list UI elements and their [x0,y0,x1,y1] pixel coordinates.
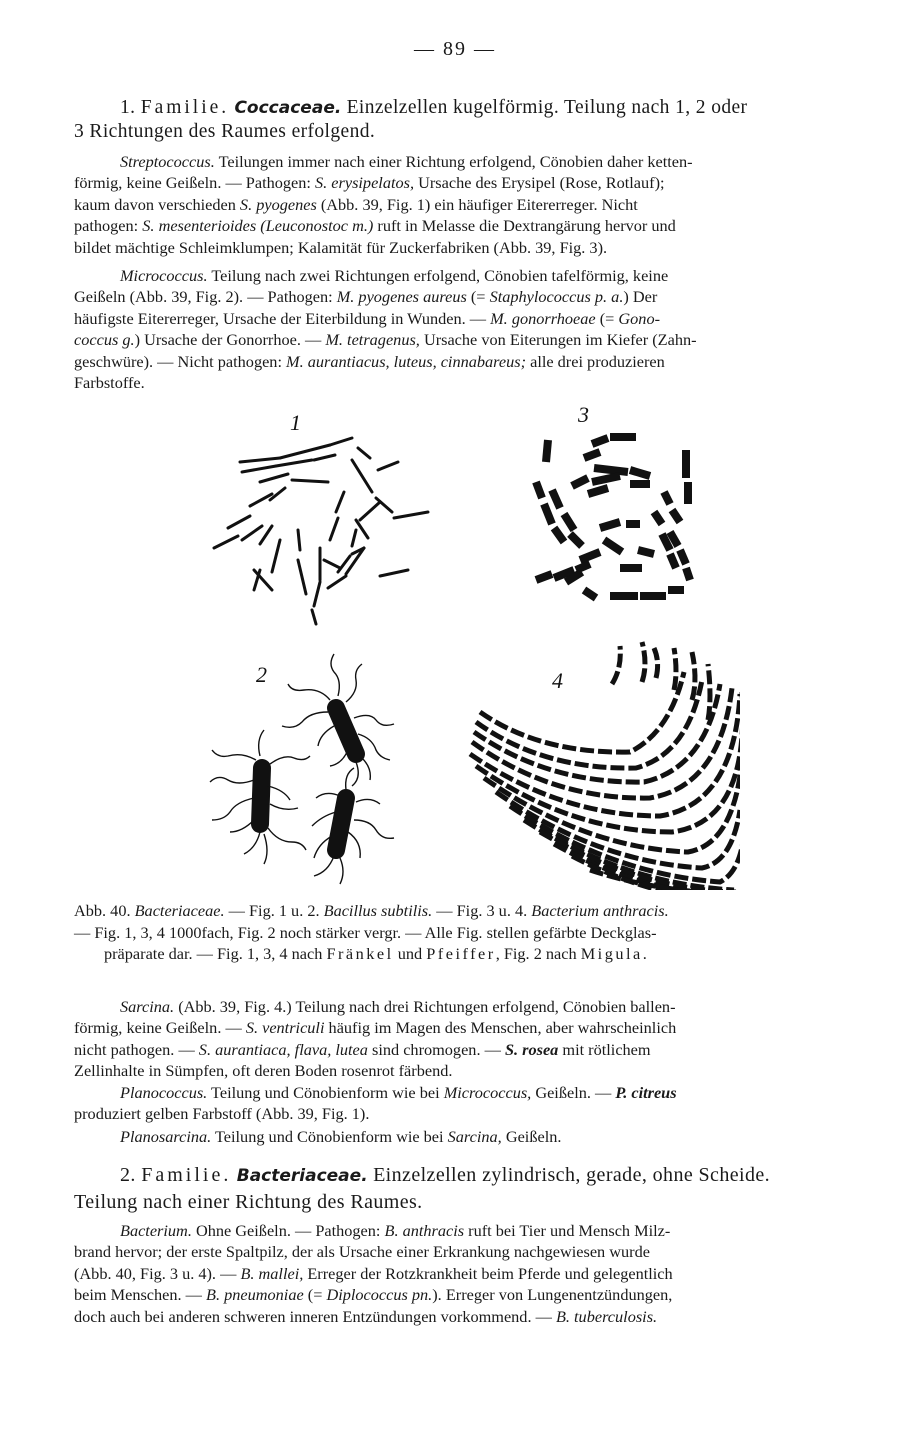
fig-label-4: 4 [552,668,563,693]
text-line: kaum davon verschieden [74,194,240,214]
text-line: (Abb. 39, Fig. 1) ein häufiger Eitererreger. Nicht [316,194,638,214]
paragraph-streptococcus [74,151,852,258]
paragraph-micrococcus [74,265,852,393]
genus-streptococcus: Streptococcus. [120,152,215,171]
section-1-heading [74,96,852,144]
text-line: (= [303,1285,327,1305]
text-line: und [393,944,427,963]
paragraph-planosarcina [74,1126,852,1147]
section-1-family: Coccaceae. [234,98,342,118]
page-number: — 89 — [414,38,496,60]
fig-label-1: 1 [290,410,301,435]
section-2-heading [74,1162,852,1215]
text-line: — Fig. 1 u. 2. [224,901,324,920]
text-line: (= [466,287,490,307]
section-1-line2: 3 Richtungen des Raumes erfolgend. [74,121,376,142]
text-line: mit rötlichem [558,1039,651,1059]
text-line: Teilung und Cönobienform wie bei [211,1127,448,1146]
text-line: Teilungen immer nach einer Richtung erfolgend, Cönobien daher ketten- [214,152,693,171]
text-line: Geißeln. [501,1127,562,1146]
species-name: Bacterium anthracis. [531,901,669,920]
species-name: Gono- [618,308,661,328]
text-line: geschwüre). — Nicht pathogen: [74,351,287,371]
paragraph-sarcina [74,996,852,1082]
fig1-bacillus-chains [214,438,428,624]
species-name: coccus g. [74,330,135,350]
text-line: brand hervor; der erste Spaltpilz, der als Ursache einer Erkrankung nachgewiesen wurde [74,1242,650,1262]
species-name: S. erysipelatos, [315,173,415,193]
section-1-number: 1. [120,97,136,118]
text-line: (Abb. 40, Fig. 3 u. 4). — [74,1263,241,1283]
text-line: häufigste Eitererreger, Ursache der Eiterbildung in Wunden. — [74,308,491,328]
text-line: alle drei produzieren [526,351,665,371]
text-line: ) Der [623,287,658,307]
figure-abb-40 [180,400,740,890]
text-line: Geißeln (Abb. 39, Fig. 2). — Pathogen: [74,287,337,307]
species-name: P. citreus [615,1083,677,1102]
author-name: Fränkel [326,944,394,963]
text-line: Zellinhalte in Sümpfen, oft deren Boden rosenrot färbend. [74,1061,453,1081]
section-1-label: Familie. [140,97,230,118]
text-line: ) Ursache der Gonorrhoe. — [134,330,326,350]
figure-illustration [180,400,740,890]
species-name: S. rosea [504,1039,559,1059]
text-line: Teilung und Cönobienform wie bei [207,1083,444,1102]
species-name: Diplococcus pn. [326,1285,433,1305]
family-name: Bacteriaceae. [134,901,225,920]
species-name: B. anthracis [384,1221,465,1240]
text-line: Erreger der Rotzkrankheit beim Pferde und gelegentlich [303,1263,673,1283]
species-name: M. gonorrhoeae [490,308,596,328]
text-line: Ursache des Erysipel (Rose, Rotlauf); [414,173,665,193]
figure-caption [74,900,852,965]
text-line: förmig, keine Geißeln. — [74,1018,246,1038]
species-name: Sarcina, [447,1127,502,1146]
text-line: Ohne Geißeln. — Pathogen: [191,1221,385,1240]
text-line: Teilung nach zwei Richtungen erfolgend, Cönobien tafelförmig, keine [207,266,669,285]
genus-bacterium: Bacterium. [120,1221,192,1240]
fig-label-2: 2 [256,662,267,687]
text-line: doch auch bei anderen schweren inneren Entzündungen vorkommend. — [74,1306,556,1326]
author-name: Pfeiffer [426,944,496,963]
text-line: . [642,944,647,963]
text-line: nicht pathogen. — [74,1039,199,1059]
species-name: Micrococcus, [443,1083,532,1102]
fig2-flagellated-bacilli [210,654,394,884]
paragraph-bacterium [74,1220,852,1327]
genus-planosarcina: Planosarcina. [120,1127,212,1146]
fig4-anthrax-chains [470,642,740,890]
paragraph-planococcus [74,1082,852,1125]
genus-micrococcus: Micrococcus. [120,266,208,285]
section-2-line2: Teilung nach einer Richtung des Raumes. [74,1191,423,1213]
species-name: M. aurantiacus, luteus, cinnabareus; [286,351,527,371]
author-name: Migula [580,944,643,963]
species-name: S. ventriculi [245,1018,325,1038]
section-2-label: Familie. [141,1164,232,1186]
species-name: B. mallei, [240,1263,304,1283]
species-name: S. aurantiaca, flava, lutea [198,1039,368,1059]
text-line: — Fig. 1, 3, 4 1000fach, Fig. 2 noch stärker vergr. — Alle Fig. stellen gefärbte Deckglas- [74,922,657,942]
species-name: M. pyogenes aureus [336,287,467,307]
section-1-line1: Einzelzellen kugelförmig. Teilung nach 1, 2 oder [346,97,748,118]
section-2-family: Bacteriaceae. [236,1166,368,1186]
text-line: Farbstoffe. [74,373,145,393]
text-line: ruft bei Tier und Mensch Milz- [464,1221,671,1240]
species-name: Staphylococcus p. a. [489,287,624,307]
text-line: (Abb. 39, Fig. 4.) Teilung nach drei Richtungen erfolgend, Cönobien ballen- [174,997,676,1016]
text-line: förmig, keine Geißeln. — Pathogen: [74,173,315,193]
text-line: bildet mächtige Schleimklumpen; Kalamität für Zuckerfabriken (Abb. 39, Fig. 3). [74,237,608,257]
text-line: Geißeln. — [531,1083,616,1102]
text-line: ruft in Melasse die Dextrangärung hervor und [373,216,676,236]
text-line: sind chromogen. — [367,1039,505,1059]
text-line: Ursache von Eiterungen im Kiefer (Zahn- [419,330,697,350]
text-line: pathogen: [74,216,143,236]
section-2-line1: Einzelzellen zylindrisch, gerade, ohne Scheide. [373,1164,771,1186]
text-line: — Fig. 3 u. 4. [432,901,532,920]
section-2-number: 2. [120,1164,136,1186]
text-line: präparate dar. — Fig. 1, 3, 4 nach [104,944,327,963]
species-name: B. pneumoniae [206,1285,304,1305]
species-name: Bacillus subtilis. [323,901,433,920]
text-line: (= [595,308,619,328]
species-name: S. pyogenes [239,194,317,214]
text-line: ). Erreger von Lungenentzündungen, [432,1285,673,1305]
species-name: B. tuberculosis. [555,1306,658,1326]
species-name: M. tetragenus, [325,330,420,350]
genus-planococcus: Planococcus. [120,1083,208,1102]
text-line: produziert gelben Farbstoff (Abb. 39, Fig. 1). [74,1104,370,1124]
species-name: S. mesenterioides (Leuconostoc m.) [142,216,374,236]
text-line: Abb. 40. [74,901,135,920]
text-line: , Fig. 2 nach [495,944,581,963]
text-line: beim Menschen. — [74,1285,207,1305]
fig-label-3: 3 [578,402,589,427]
text-line: häufig im Magen des Menschen, aber wahrscheinlich [324,1018,677,1038]
fig3-anthrax-rods [536,437,690,598]
genus-sarcina: Sarcina. [120,997,175,1016]
